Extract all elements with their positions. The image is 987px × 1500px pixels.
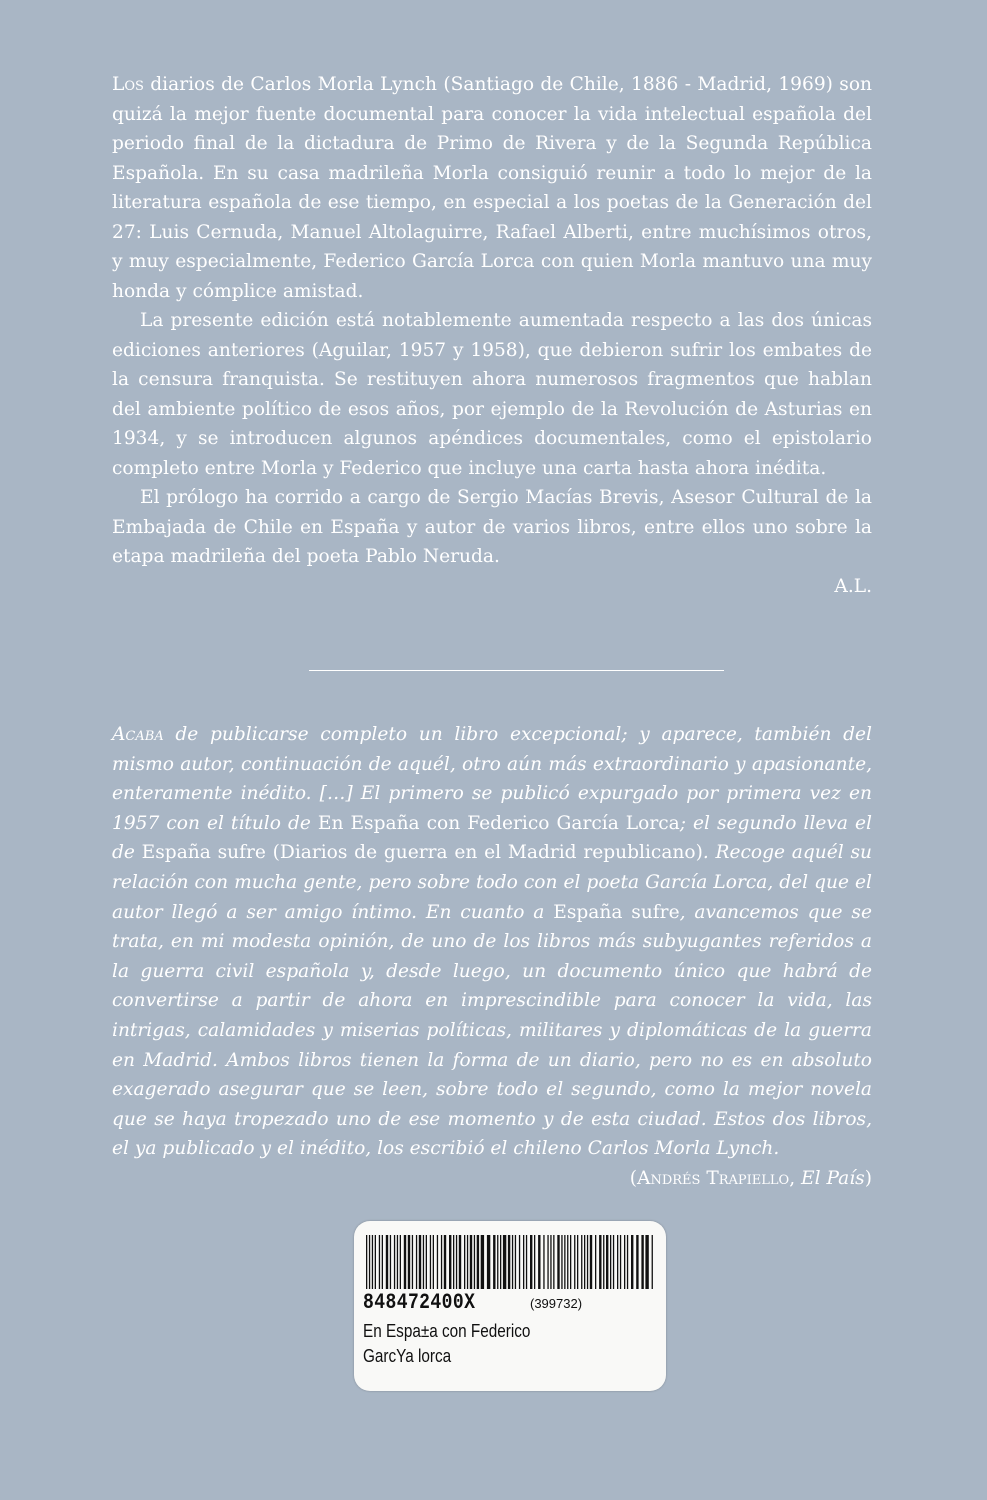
barcode-bar [382, 1235, 383, 1289]
barcode-bar [603, 1235, 604, 1289]
barcode-bar [599, 1235, 601, 1289]
barcode-bar [503, 1235, 506, 1289]
barcode-bar [404, 1235, 406, 1289]
barcode-bar [375, 1235, 376, 1289]
attribution-separator: , [789, 1167, 802, 1189]
attribution-author: Andrés Trapiello [637, 1167, 790, 1189]
barcode-bar [620, 1235, 621, 1289]
barcode-bar [470, 1235, 472, 1289]
review-attribution [112, 1164, 872, 1194]
sticker-title-line-1: En Espa±a con Federico [363, 1321, 531, 1341]
barcode-bar [538, 1235, 540, 1289]
barcode-bar [441, 1235, 442, 1289]
barcode-bar [372, 1235, 373, 1289]
barcode-bar [390, 1235, 391, 1289]
barcode-graphic [364, 1235, 656, 1289]
barcode-bar [547, 1235, 548, 1289]
intro-paragraph-1-text: diarios de Carlos Morla Lynch (Santiago de Chile, 1886 - Madrid, 1969) son quizá la mejor fuente documental para conocer la vida intelectual española del periodo final de la dictadura de Primo de Rivera y de la Segunda República Española. En su casa madrileña Morla consiguió reunir a todo lo mejor de la literatura española de ese tiempo, en especial a los poetas de la Generación del 27: Luis Cernuda, Manuel Altolaguirre, Rafael Alberti, entre muchísimos otros, y muy especialmente, Federico García Lorca con quien Morla mantuvo una muy honda y cómplice amistad. [112, 74, 872, 302]
barcode-bar [426, 1235, 427, 1289]
barcode-bar [567, 1235, 568, 1289]
sticker-reference: (399732) [530, 1296, 583, 1311]
barcode-bar [433, 1235, 434, 1289]
intro-lead-word: Los [112, 74, 144, 95]
barcode-bar [386, 1235, 388, 1289]
intro-paragraph-2: La presente edición está notablemente aumentada respecto a las dos únicas ediciones anteriores (Aguilar, 1957 y 1958), que debieron sufrir los embates de la censura franquista. Se restituyen ahora numerosos fragmentos que hablan del ambiente político de esos años, por ejemplo de la Revolución de Asturias en 1934, y se introducen algunos apéndices documentales, como el epistolario completo entre Morla y Federico que incluye una carta hasta ahora inédita. [112, 310, 872, 479]
barcode-bar [557, 1235, 559, 1289]
barcode-bar [590, 1235, 592, 1289]
barcode-bar [543, 1235, 544, 1289]
barcode-bar [534, 1235, 535, 1289]
barcode-bar [627, 1235, 628, 1289]
review-lead-word: Acaba [112, 724, 164, 745]
barcode-bar [561, 1235, 562, 1289]
barcode-bar [636, 1235, 638, 1289]
attribution-close: ) [864, 1167, 872, 1189]
barcode-bar [519, 1235, 520, 1289]
barcode-bar [416, 1235, 417, 1289]
barcode-bar [423, 1235, 424, 1289]
barcode-bar [631, 1235, 633, 1289]
attribution-source: El País [801, 1167, 865, 1189]
barcode-bar [550, 1235, 551, 1289]
barcode-bar [581, 1235, 582, 1289]
barcode-bar [577, 1235, 578, 1289]
barcode-bar [512, 1235, 513, 1289]
review-segment-2: ; el segundo lleva el de [112, 812, 872, 864]
review-book-title-2: España sufre (Diarios de guerra en el Madrid republicano) [141, 842, 703, 864]
barcode-bar [574, 1235, 575, 1289]
barcode-bar [500, 1235, 501, 1289]
barcode-bar [453, 1235, 454, 1289]
barcode-bar [526, 1235, 527, 1289]
barcode-bar [394, 1235, 395, 1289]
barcode-bar [456, 1235, 457, 1289]
barcode-bar [412, 1235, 413, 1289]
barcode-bar [493, 1235, 495, 1289]
barcode-bar [624, 1235, 625, 1289]
barcode-bar [487, 1235, 490, 1289]
review-segment-3: . Recoge aquél su relación con mucha gente, pero sobre todo con el poeta García Lorca, del que el autor llegó a ser amigo íntimo. En cuanto a [112, 842, 872, 923]
barcode-bar [587, 1235, 588, 1289]
review-book-title-1: En España con Federico García Lorca [317, 812, 680, 834]
barcode-bar [530, 1235, 532, 1289]
barcode-bar [366, 1235, 367, 1289]
barcode-bar [464, 1235, 465, 1289]
barcode-bar [459, 1235, 461, 1289]
barcode-bar [595, 1235, 596, 1289]
barcode-bar [508, 1235, 510, 1289]
barcode-bar [397, 1235, 398, 1289]
barcode-bar [449, 1235, 451, 1289]
barcode-bar [379, 1235, 380, 1289]
barcode-sticker [354, 1221, 666, 1391]
intro-text [112, 70, 872, 601]
sticker-isbn: 848472400X [363, 1290, 476, 1315]
barcode-bar [606, 1235, 608, 1289]
barcode-bar [481, 1235, 484, 1289]
barcode-bar [523, 1235, 524, 1289]
barcode-bar [400, 1235, 401, 1289]
barcode-bar [430, 1235, 431, 1289]
section-divider [309, 670, 724, 671]
barcode-bar [408, 1235, 410, 1289]
barcode-bar [645, 1235, 648, 1289]
barcode-bar [564, 1235, 565, 1289]
review-book-title-3: España sufre [553, 901, 680, 923]
barcode-bar [369, 1235, 370, 1289]
intro-signature: A.L. [834, 575, 872, 597]
review-segment-1: de publicarse completo un libro excepcional; y aparece, también del mismo autor, continuación de aquél, otro aún más extraordinario y apasionante, enteramente inédito. […] El primero se publicó expurgado por primera vez en 1957 con el título de [112, 724, 872, 834]
barcode-bar [570, 1235, 571, 1289]
barcode-bar [584, 1235, 585, 1289]
barcode-bar [437, 1235, 438, 1289]
barcode-bar [553, 1235, 554, 1289]
sticker-title-line-2: GarcYa lorca [363, 1346, 452, 1366]
review-paragraph [112, 720, 872, 1164]
intro-paragraph-1 [112, 70, 872, 306]
barcode-bar [515, 1235, 516, 1289]
barcode-bar [610, 1235, 611, 1289]
attribution-open: ( [629, 1167, 638, 1189]
intro-paragraph-3: El prólogo ha corrido a cargo de Sergio Macías Brevis, Asesor Cultural de la Embajada de Chile en España y autor de varios libros, entre ellos uno sobre la etapa madrileña del poeta Pablo Neruda. [112, 487, 872, 567]
barcode-bar [474, 1235, 475, 1289]
barcode-bar [444, 1235, 446, 1289]
barcode-bar [613, 1235, 614, 1289]
barcode-bar [617, 1235, 618, 1289]
barcode-bar [477, 1235, 479, 1289]
barcode-bar [497, 1235, 498, 1289]
barcode-bar [641, 1235, 643, 1289]
review-segment-4: , avancemos que se trata, en mi modesta opinión, de uno de los libros más subyugantes referidos a la guerra civil española y, desde luego, un documento único que habrá de convertirse a partir de ahora en imprescindible para conocer la vida, las intrigas, calamidades y miserias políticas, militares y diplomáticas de la guerra en Madrid. Ambos libros tienen la forma de un diario, pero no es en absoluto exagerado asegurar que se leen, sobre todo el segundo, como la mejor novela que se haya tropezado uno de ese momento y de esta ciudad. Estos dos libros, el ya publicado y el inédito, los escribió el chileno Carlos Morla Lynch. [112, 901, 872, 1160]
barcode-bar [467, 1235, 468, 1289]
barcode-bar [419, 1235, 421, 1289]
review-quote [112, 720, 872, 1194]
barcode-bar [652, 1235, 653, 1289]
